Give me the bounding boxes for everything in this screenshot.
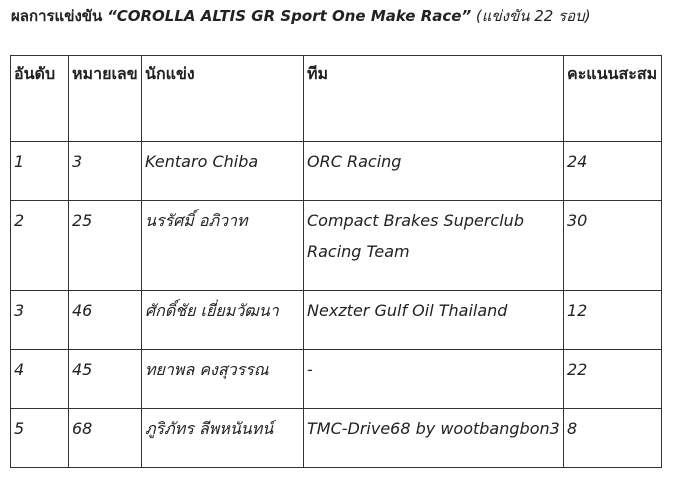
header-driver: นักแข่ง [142, 56, 304, 142]
cell-driver: ภูริภัทร ลีพหนันทน์ [142, 409, 304, 468]
header-rank: อันดับ [11, 56, 69, 142]
table-row [11, 201, 662, 291]
cell-team: TMC-Drive68 by wootbangbon3 [304, 409, 564, 468]
cell-team: - [304, 350, 564, 409]
table-row [11, 142, 662, 201]
cell-number: 3 [69, 142, 142, 201]
cell-rank: 2 [11, 201, 69, 291]
cell-number: 45 [69, 350, 142, 409]
table-row [11, 409, 662, 468]
header-team: ทีม [304, 56, 564, 142]
cell-points: 8 [564, 409, 662, 468]
cell-driver: ทยาพล คงสุวรรณ [142, 350, 304, 409]
cell-points: 24 [564, 142, 662, 201]
cell-points: 22 [564, 350, 662, 409]
results-table [10, 55, 662, 468]
table-row [11, 291, 662, 350]
cell-driver: ศักดิ์ชัย เยี่ยมวัฒนา [142, 291, 304, 350]
cell-team: ORC Racing [304, 142, 564, 201]
table-row [11, 350, 662, 409]
cell-points: 12 [564, 291, 662, 350]
cell-points: 30 [564, 201, 662, 291]
header-points: คะแนนสะสม [564, 56, 662, 142]
table-header-row [11, 56, 662, 142]
cell-rank: 4 [11, 350, 69, 409]
heading-lead: ผลการแข่งขัน [11, 7, 103, 25]
race-laps-note: (แข่งขัน 22 รอบ) [475, 7, 591, 25]
cell-team: Compact Brakes Superclub Racing Team [304, 201, 564, 291]
cell-rank: 1 [11, 142, 69, 201]
header-number: หมายเลข [69, 56, 142, 142]
race-name: “COROLLA ALTIS GR Sport One Make Race” [107, 7, 472, 25]
cell-number: 46 [69, 291, 142, 350]
cell-driver: นรรัศมิ์ อภิวาท [142, 201, 304, 291]
cell-driver: Kentaro Chiba [142, 142, 304, 201]
cell-rank: 3 [11, 291, 69, 350]
results-heading [11, 6, 591, 26]
cell-number: 25 [69, 201, 142, 291]
cell-number: 68 [69, 409, 142, 468]
cell-team: Nexzter Gulf Oil Thailand [304, 291, 564, 350]
cell-rank: 5 [11, 409, 69, 468]
